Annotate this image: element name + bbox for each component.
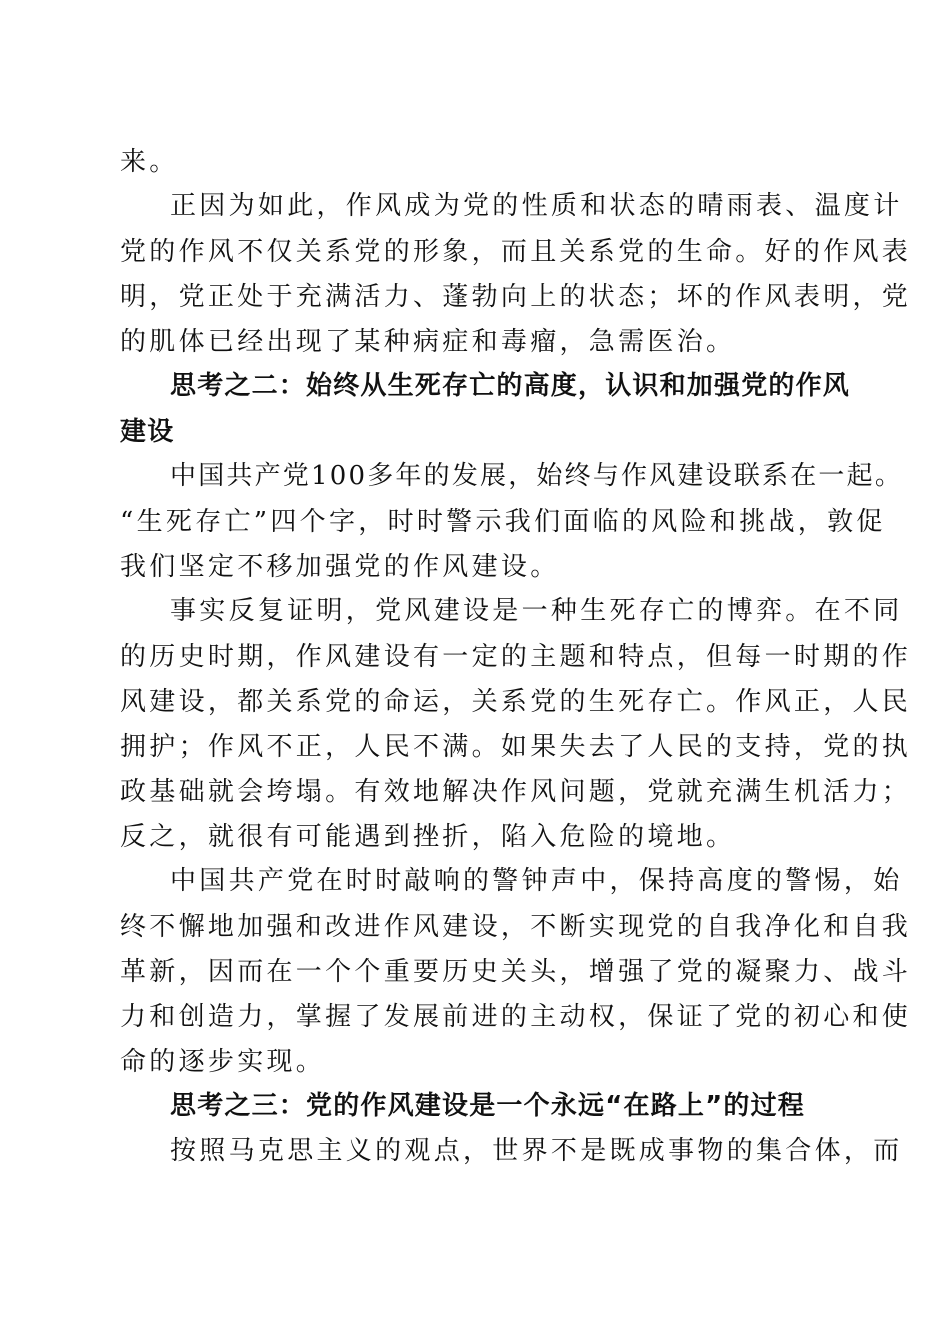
section-heading: 建设: [120, 417, 175, 447]
paragraph-line: 来。: [120, 147, 179, 177]
paragraph-line: 终不懈地加强和改进作风建设，不断实现党的自我净化和自我: [120, 912, 912, 942]
paragraph-line: “生死存亡”四个字，时时警示我们面临的风险和挑战，敦促: [120, 507, 886, 537]
paragraph-line: 力和创造力，掌握了发展前进的主动权，保证了党的初心和使: [120, 1002, 912, 1032]
section-heading: 思考之二：始终从生死存亡的高度，认识和加强党的作风: [170, 371, 851, 401]
paragraph-line: 风建设，都关系党的命运，关系党的生死存亡。作风正，人民: [120, 687, 912, 717]
paragraph-line: 明，党正处于充满活力、蓬勃向上的状态；坏的作风表明，党: [120, 282, 912, 312]
paragraph-line: 我们坚定不移加强党的作风建设。: [120, 552, 560, 582]
paragraph-line: 的肌体已经出现了某种病症和毒瘤，急需医治。: [120, 327, 736, 357]
section-heading: 思考之三：党的作风建设是一个永远“在路上”的过程: [170, 1091, 805, 1121]
paragraph-line: 党的作风不仅关系党的形象，而且关系党的生命。好的作风表: [120, 237, 912, 267]
paragraph-line: 革新，因而在一个个重要历史关头，增强了党的凝聚力、战斗: [120, 957, 912, 987]
paragraph-line: 中国共产党在时时敲响的警钟声中，保持高度的警惕，始: [170, 866, 903, 896]
paragraph-line: 的历史时期，作风建设有一定的主题和特点，但每一时期的作: [120, 642, 912, 672]
paragraph-line: 按照马克思主义的观点，世界不是既成事物的集合体，而: [170, 1136, 903, 1166]
paragraph-line: 中国共产党100多年的发展，始终与作风建设联系在一起。: [170, 461, 904, 491]
paragraph-line: 反之，就很有可能遇到挫折，陷入危险的境地。: [120, 822, 736, 852]
paragraph-line: 事实反复证明，党风建设是一种生死存亡的博弈。在不同: [170, 596, 903, 626]
paragraph-line: 政基础就会垮塌。有效地解决作风问题，党就充满生机活力；: [120, 777, 912, 807]
paragraph-line: 拥护；作风不正，人民不满。如果失去了人民的支持，党的执: [120, 732, 912, 762]
paragraph-line: 命的逐步实现。: [120, 1047, 326, 1077]
paragraph-line: 正因为如此，作风成为党的性质和状态的晴雨表、温度计: [170, 191, 903, 221]
